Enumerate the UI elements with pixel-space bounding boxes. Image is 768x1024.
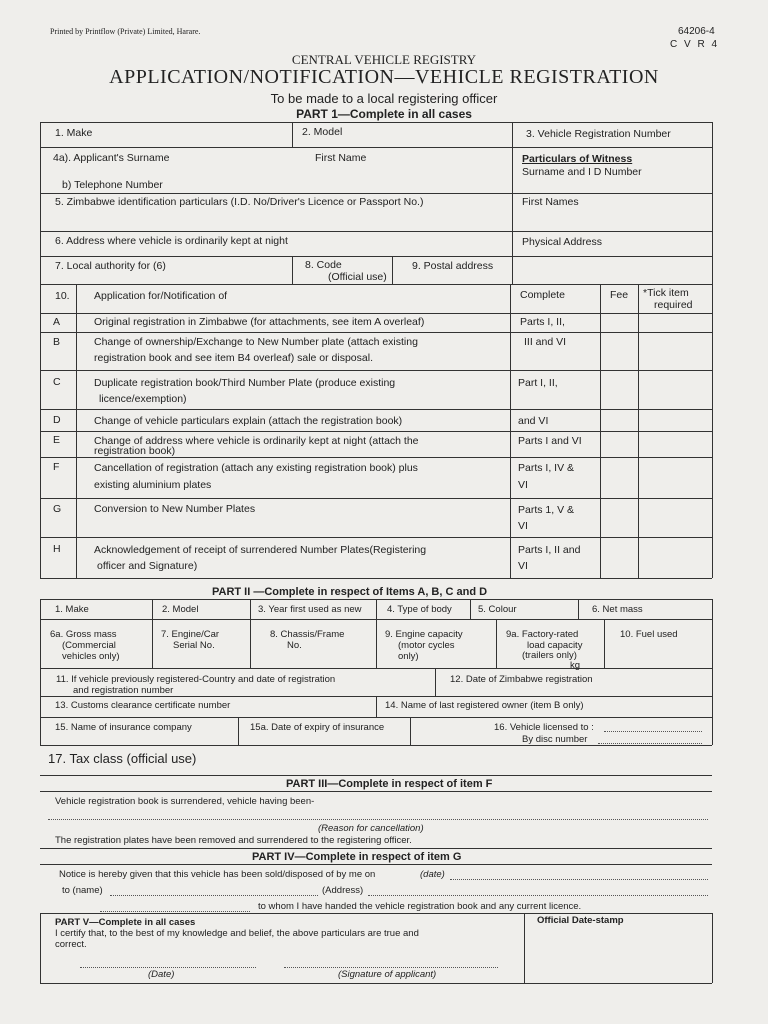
col-tick: *Tick item	[643, 287, 689, 299]
row-complete: and VI	[518, 415, 549, 427]
p2-gross-2: (Commercial	[62, 640, 116, 651]
row-desc-2: registration book)	[94, 445, 176, 457]
p2-disc: By disc number	[522, 734, 588, 745]
handed-line[interactable]	[100, 911, 250, 912]
rule	[40, 668, 712, 669]
form-id: C V R 4	[670, 39, 720, 50]
rule	[510, 284, 511, 578]
rule	[40, 717, 712, 718]
part5-heading: PART V—Complete in all cases	[55, 917, 196, 928]
rule	[600, 284, 601, 578]
p4-line3: to whom I have handed the vehicle registration book and any current licence.	[258, 901, 582, 912]
row-complete: Parts 1, V &	[518, 504, 575, 516]
item10-num: 10.	[55, 290, 70, 302]
printer-credit: Printed by Printflow (Private) Limited, Harare.	[50, 27, 201, 36]
p2-insurance: 15. Name of insurance company	[55, 722, 192, 733]
rule	[40, 578, 712, 579]
rule	[40, 313, 712, 314]
row-desc: Conversion to New Number Plates	[94, 503, 256, 515]
row-desc-2: officer and Signature)	[97, 560, 198, 572]
surname-label: 4a). Applicant's Surname	[53, 152, 170, 164]
part4-heading: PART IV—Complete in respect of item G	[252, 851, 462, 863]
phone-label: b) Telephone Number	[62, 179, 163, 191]
row-complete: Part I, II,	[518, 377, 558, 389]
rule	[40, 256, 712, 257]
row-complete: Parts I, II and	[518, 544, 581, 556]
rule	[40, 122, 41, 578]
official-use-label: (Official use)	[328, 271, 387, 283]
rule	[238, 717, 239, 745]
p2-capacity-2: (motor cycles	[398, 640, 455, 651]
rule	[512, 122, 513, 284]
rule	[376, 599, 377, 668]
p2-gross-3: vehicles only)	[62, 651, 120, 662]
physical-label: Physical Address	[522, 236, 602, 248]
rule	[40, 370, 712, 371]
row-desc-2: licence/exemption)	[99, 393, 187, 405]
make-label: 1. Make	[55, 127, 93, 139]
rule	[604, 619, 605, 668]
rule	[40, 431, 712, 432]
p4-to: to (name)	[62, 885, 103, 896]
p2-customs: 13. Customs clearance certificate number	[55, 700, 231, 711]
item10-label: Application for/Notification of	[94, 290, 228, 302]
p4-date: (date)	[420, 869, 445, 880]
rule	[40, 599, 41, 745]
p2-capacity-3: only)	[398, 651, 419, 662]
rule	[40, 775, 712, 776]
rule	[40, 848, 712, 849]
p2-load-2: load capacity	[527, 640, 583, 651]
row-desc: Acknowledgement of receipt of surrendered Number Plates(Registering	[94, 544, 427, 556]
rule	[435, 668, 436, 696]
p2-gross: 6a. Gross mass	[50, 629, 117, 640]
row-complete-2: VI	[518, 479, 528, 491]
p2-last-owner: 14. Name of last registered owner (item B only)	[385, 700, 584, 711]
p2-expiry: 15a. Date of expiry of insurance	[250, 722, 385, 733]
rule	[292, 122, 293, 147]
p3-line1: Vehicle registration book is surrendered, vehicle having been-	[55, 796, 315, 807]
postal-label: 9. Postal address	[412, 260, 494, 272]
p2-year: 3. Year first used as new	[258, 604, 362, 615]
rule	[712, 122, 713, 578]
row-key: A	[53, 316, 61, 328]
rule	[40, 231, 712, 232]
p4-address: (Address)	[322, 885, 364, 896]
rule	[250, 599, 251, 668]
rule	[376, 696, 377, 717]
reason-line[interactable]	[48, 819, 708, 820]
col-complete: Complete	[520, 289, 565, 301]
p2-load: 9a. Factory-rated	[506, 629, 579, 640]
rule	[40, 332, 712, 333]
row-desc: Duplicate registration book/Third Number Plate (produce existing	[94, 377, 396, 389]
row-desc: Change of vehicle particulars explain (attach the registration book)	[94, 415, 403, 427]
rule	[524, 913, 525, 983]
row-key: E	[53, 434, 61, 446]
rule	[712, 599, 713, 745]
row-desc-2: existing aluminium plates	[94, 479, 212, 491]
p2-body: 4. Type of body	[387, 604, 452, 615]
rule	[496, 619, 497, 668]
row-desc-2: registration book and see item B4 overleaf) sale or disposal.	[94, 352, 373, 364]
p2-capacity: 9. Engine capacity	[385, 629, 463, 640]
rule	[578, 599, 579, 619]
col-tick-2: required	[654, 299, 693, 311]
row-key: H	[53, 543, 61, 555]
p3-reason: (Reason for cancellation)	[318, 823, 424, 834]
licensed-line[interactable]	[604, 731, 702, 732]
rule	[470, 599, 471, 619]
rule	[40, 409, 712, 410]
address-line[interactable]	[368, 895, 708, 896]
rule	[40, 864, 712, 865]
date-line[interactable]	[450, 879, 708, 880]
rule	[638, 284, 639, 578]
rule	[392, 256, 393, 284]
address-label: 6. Address where vehicle is ordinarily kept at night	[55, 235, 288, 247]
row-key: F	[53, 461, 60, 473]
p2-netmass: 6. Net mass	[592, 604, 643, 615]
rule	[712, 913, 713, 983]
p2-engine-2: Serial No.	[173, 640, 215, 651]
p5-stamp-label: Official Date-stamp	[537, 915, 624, 926]
p2-model: 2. Model	[162, 604, 199, 615]
rule	[40, 122, 712, 123]
row-key: B	[53, 336, 61, 348]
registry-name: CENTRAL VEHICLE REGISTRY	[291, 52, 477, 67]
row-complete-2: VI	[518, 520, 528, 532]
rule	[40, 983, 712, 984]
witness-heading: Particulars of Witness	[522, 153, 633, 165]
p2-chassis: 8. Chassis/Frame	[270, 629, 345, 640]
part2-heading: PART II —Complete in respect of Items A, B, C and D	[212, 586, 488, 598]
model-label: 2. Model	[302, 126, 343, 138]
zimid-label: 5. Zimbabwe identification particulars (I.D. No/Driver's Licence or Passport No.)	[55, 196, 424, 208]
witness-sub: Surname and I D Number	[522, 166, 642, 178]
rule	[40, 284, 712, 285]
rule	[76, 284, 77, 578]
rule	[40, 498, 712, 499]
p2-prev-reg: 11. If vehicle previously registered-Country and date of registration	[56, 674, 336, 685]
disc-line[interactable]	[598, 743, 702, 744]
row-complete-2: VI	[518, 560, 528, 572]
p4-line1: Notice is hereby given that this vehicle has been sold/disposed of by me on	[59, 869, 376, 880]
p5-cert: I certify that, to the best of my knowledge and belief, the above particulars are true and	[55, 928, 419, 939]
rule	[40, 745, 712, 746]
p2-load-3: (trailers only)	[522, 650, 577, 661]
rule	[292, 256, 293, 284]
row-desc: Original registration in Zimbabwe (for attachments, see item A overleaf)	[94, 316, 425, 328]
p2-engine: 7. Engine/Car	[161, 629, 220, 640]
row-complete: Parts I and VI	[518, 435, 582, 447]
form-title: APPLICATION/NOTIFICATION—VEHICLE REGISTRATION	[109, 66, 659, 88]
code-label: 8. Code	[305, 259, 342, 271]
row-desc: Change of ownership/Exchange to New Number plate (attach existing	[94, 336, 418, 348]
rule	[40, 193, 712, 194]
rule	[40, 791, 712, 792]
p2-make: 1. Make	[55, 604, 89, 615]
p3-line2: The registration plates have been removed and surrendered to the registering officer.	[55, 835, 412, 846]
p2-fuel: 10. Fuel used	[620, 629, 678, 640]
rule	[40, 537, 712, 538]
firstname-label: First Name	[315, 152, 367, 164]
col-fee: Fee	[610, 289, 629, 301]
part3-heading: PART III—Complete in respect of item F	[286, 778, 493, 790]
row-key: G	[53, 503, 62, 515]
p2-load-4: kg	[570, 660, 581, 671]
p2-colour: 5. Colour	[478, 604, 517, 615]
p2-licensed: 16. Vehicle licensed to :	[494, 722, 594, 733]
rule	[40, 913, 41, 983]
name-line[interactable]	[110, 895, 318, 896]
p2-chassis-2: No.	[287, 640, 302, 651]
local-authority-label: 7. Local authority for (6)	[55, 260, 166, 272]
row-key: C	[53, 376, 61, 388]
p5-signature-label: (Signature of applicant)	[338, 969, 437, 980]
p2-date-zim: 12. Date of Zimbabwe registration	[450, 674, 593, 685]
row-key: D	[53, 414, 61, 426]
rule	[152, 599, 153, 668]
row-desc: Change of address where vehicle is ordinarily kept at night (attach the	[94, 435, 419, 447]
form-subtitle: To be made to a local registering officer	[270, 91, 498, 106]
rule	[40, 147, 712, 148]
row-complete: Parts I, IV &	[518, 462, 575, 474]
row-complete: Parts I, II,	[520, 316, 565, 328]
part1-heading: PART 1—Complete in all cases	[296, 107, 472, 121]
row-complete: III and VI	[524, 336, 567, 348]
firstnames-label: First Names	[522, 196, 579, 208]
p5-date-label: (Date)	[148, 969, 175, 980]
form-code: 64206-4	[678, 26, 715, 37]
rule	[410, 717, 411, 745]
tax-class-label: 17. Tax class (official use)	[48, 751, 197, 766]
row-desc: Cancellation of registration (attach any existing registration book) plus	[94, 462, 418, 474]
p5-cert-2: correct.	[55, 939, 87, 950]
p2-prev-reg-2: and registration number	[73, 685, 174, 696]
vehicle-reg-label: 3. Vehicle Registration Number	[526, 128, 671, 140]
